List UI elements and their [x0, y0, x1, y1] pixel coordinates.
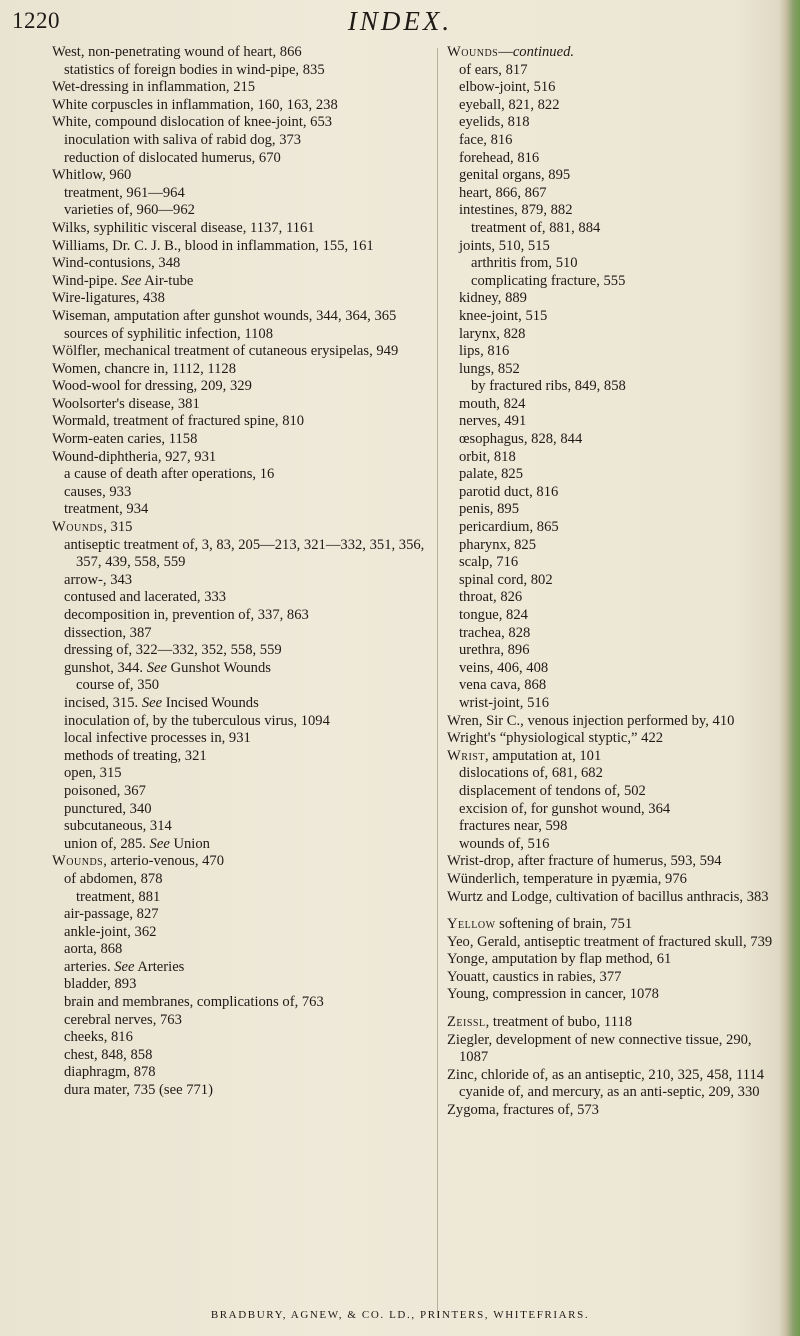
entry-text: course of, 350	[76, 677, 160, 694]
index-entry	[52, 783, 430, 801]
index-entry	[447, 361, 777, 379]
index-entry	[52, 255, 430, 273]
index-entry	[447, 308, 777, 326]
index-entry	[447, 167, 777, 185]
running-head: INDEX.	[347, 6, 453, 36]
index-entry	[447, 677, 777, 695]
entry-text: throat, 826	[459, 589, 523, 606]
entry-text: Wrist-drop, after fracture of humerus, 593, 594	[447, 853, 722, 870]
index-entry	[52, 79, 430, 97]
entry-text: joints, 510, 515	[459, 237, 550, 254]
index-entry	[52, 431, 430, 449]
entry-text: nerves, 491	[459, 413, 527, 430]
entry-text: White corpuscles in inflammation, 160, 163, 238	[52, 96, 338, 113]
entry-text: bladder, 893	[64, 976, 137, 993]
index-entry	[447, 1032, 777, 1067]
entry-text: union of, 285.	[64, 835, 146, 852]
entry-text: subcutaneous, 314	[64, 818, 172, 835]
index-entry	[52, 695, 430, 713]
entry-text: treatment, 961—964	[64, 184, 185, 201]
entry-text: varieties of, 960—962	[64, 202, 195, 219]
entry-text: tongue, 824	[459, 607, 528, 623]
index-entry	[447, 625, 777, 643]
index-entry	[447, 484, 777, 502]
entry-text: eyelids, 818	[459, 114, 530, 131]
index-entry	[447, 290, 777, 308]
entry-text: forehead, 816	[459, 149, 540, 166]
index-entry	[52, 642, 430, 660]
entry-text: of abdomen, 878	[64, 870, 163, 887]
entry-text: open, 315	[64, 765, 122, 782]
see-reference: See	[149, 835, 170, 852]
entry-text: of ears, 817	[459, 61, 528, 78]
see-reference: See	[114, 958, 135, 975]
entry-text: face, 816	[459, 131, 513, 148]
entry-text: excision of, for gunshot wound, 364	[459, 800, 671, 817]
index-entry	[447, 554, 777, 572]
entry-text: penis, 895	[459, 501, 519, 518]
index-entry	[52, 449, 430, 467]
see-reference: See	[121, 272, 142, 289]
see-reference: See	[146, 659, 167, 676]
entry-heading: Wrist	[447, 747, 485, 764]
entry-text: orbit, 818	[459, 448, 516, 465]
entry-text: , 315	[103, 519, 133, 536]
entry-text: heart, 866, 867	[459, 184, 547, 201]
index-entry	[447, 713, 777, 731]
entry-text: softening of brain, 751	[495, 916, 633, 933]
index-entry	[52, 853, 430, 871]
index-entry	[52, 801, 430, 819]
index-entry	[52, 677, 430, 695]
index-entry	[447, 150, 777, 168]
entry-text: fractures near, 598	[459, 818, 568, 835]
index-entry	[52, 994, 430, 1012]
index-entry	[52, 308, 430, 326]
index-entry	[447, 537, 777, 555]
entry-text: Wright's “physiological styptic,” 422	[447, 730, 664, 747]
index-entry	[52, 625, 430, 643]
entry-text: veins, 406, 408	[459, 659, 549, 676]
index-entry	[52, 132, 430, 150]
entry-text: Wind-pipe.	[52, 272, 118, 289]
entry-text: Zygoma, fractures of, 573	[447, 1102, 599, 1119]
entry-text: contused and lacerated, 333	[64, 589, 227, 606]
index-entry	[447, 695, 777, 713]
index-entry	[52, 466, 430, 484]
entry-text: inoculation with saliva of rabid dog, 373	[64, 131, 302, 148]
index-entry	[52, 924, 430, 942]
index-entry	[52, 660, 430, 678]
entry-text: treatment of, 881, 884	[471, 219, 601, 236]
index-entry	[447, 765, 777, 783]
index-entry	[52, 941, 430, 959]
index-entry	[447, 951, 777, 969]
entry-text: œsophagus, 828, 844	[459, 431, 583, 448]
index-entry	[52, 185, 430, 203]
entry-text: Whitlow, 960	[52, 167, 132, 184]
page-number: 1220	[12, 8, 60, 33]
index-entry	[52, 44, 430, 62]
index-entry	[52, 572, 430, 590]
entry-text: Yeo, Gerald, antiseptic treatment of fractured skull, 739	[447, 933, 773, 950]
index-entry	[52, 519, 430, 537]
entry-text: inoculation of, by the tuberculous virus, 1094	[64, 712, 330, 729]
entry-text: vena cava, 868	[459, 677, 547, 694]
entry-text: complicating fracture, 555	[471, 272, 626, 289]
index-entry	[52, 1047, 430, 1065]
index-entry	[447, 449, 777, 467]
entry-text: local infective processes in, 931	[64, 730, 251, 747]
entry-text: scalp, 716	[459, 554, 519, 571]
index-entry	[52, 959, 430, 977]
index-entry	[447, 818, 777, 836]
index-entry	[447, 202, 777, 220]
index-entry	[447, 934, 777, 952]
index-entry	[52, 97, 430, 115]
entry-text: brain and membranes, complications of, 763	[64, 994, 324, 1011]
index-entry	[447, 607, 777, 625]
entry-text: urethra, 896	[459, 642, 530, 659]
entry-text: wrist-joint, 516	[459, 694, 549, 711]
entry-text: intestines, 879, 882	[459, 202, 573, 219]
see-reference: See	[141, 694, 163, 711]
index-entry	[447, 836, 777, 854]
index-entry	[447, 871, 777, 889]
index-entry	[52, 713, 430, 731]
index-entry	[447, 748, 777, 766]
entry-text: Young, compression in cancer, 1078	[447, 986, 659, 1003]
entry-text: lungs, 852	[459, 360, 520, 377]
entry-text: Wire-ligatures, 438	[52, 290, 165, 307]
index-entry	[52, 818, 430, 836]
entry-text: , arterio-venous, 470	[103, 853, 225, 870]
entry-text: Youatt, caustics in rabies, 377	[447, 968, 622, 985]
entry-text: Woolsorter's disease, 381	[52, 395, 200, 412]
printer-imprint: BRADBURY, AGNEW, & CO. LD., PRINTERS, WHITEFRIARS.	[210, 1309, 590, 1321]
index-entry	[447, 969, 777, 987]
index-entry	[447, 413, 777, 431]
entry-text: dressing of, 322—332, 352, 558, 559	[64, 642, 282, 659]
index-entry	[447, 378, 777, 396]
entry-text: statistics of foreign bodies in wind-pipe, 835	[64, 61, 325, 78]
entry-text: pericardium, 865	[459, 519, 559, 536]
entry-text: Worm-eaten caries, 1158	[52, 431, 198, 448]
entry-heading: Wounds	[52, 853, 104, 870]
see-target: Air-tube	[141, 272, 194, 289]
entry-text: dissection, 387	[64, 624, 152, 641]
index-entry	[447, 326, 777, 344]
entry-text: ankle-joint, 362	[64, 923, 157, 940]
entry-text: pharynx, 825	[459, 536, 537, 553]
see-target: Gunshot Wounds	[166, 659, 271, 676]
entry-text: arteries.	[64, 958, 111, 975]
index-entry	[447, 97, 777, 115]
entry-text: , amputation at, 101	[484, 747, 602, 764]
entry-text: White, compound dislocation of knee-joint, 653	[52, 114, 333, 131]
index-entry	[52, 1012, 430, 1030]
index-entry	[52, 730, 430, 748]
entry-text: Wormald, treatment of fractured spine, 810	[52, 413, 305, 430]
entry-text: Women, chancre in, 1112, 1128	[52, 360, 237, 377]
index-entry	[447, 660, 777, 678]
entry-heading: Zeissl	[447, 1014, 486, 1031]
entry-text: spinal cord, 802	[459, 571, 553, 588]
index-entry	[52, 150, 430, 168]
entry-text: parotid duct, 816	[459, 483, 559, 500]
entry-text: treatment, 881	[76, 888, 161, 905]
index-entry	[52, 290, 430, 308]
entry-text: Ziegler, development of new connective tissue, 290, 1087	[447, 1031, 752, 1066]
entry-text: Wünderlich, temperature in pyæmia, 976	[447, 870, 687, 887]
index-entry	[447, 114, 777, 132]
entry-text: , treatment of bubo, 1118	[485, 1014, 633, 1031]
index-entry	[447, 642, 777, 660]
entry-text: palate, 825	[459, 466, 524, 483]
index-entry	[447, 801, 777, 819]
see-target: Incised Wounds	[162, 694, 259, 711]
entry-text: trachea, 828	[459, 624, 531, 641]
entry-text: dura mater, 735 (see 771)	[64, 1082, 213, 1099]
index-entry	[447, 1084, 777, 1102]
column-divider	[437, 48, 438, 1318]
index-entry	[447, 986, 777, 1004]
index-entry	[447, 185, 777, 203]
index-entry	[447, 916, 777, 934]
entry-text: antiseptic treatment of, 3, 83, 205—213, 321—332, 351, 356, 357, 439, 558, 559	[64, 536, 425, 571]
entry-text: cheeks, 816	[64, 1029, 133, 1046]
index-entry	[52, 361, 430, 379]
index-entry	[52, 537, 430, 572]
entry-text: lips, 816	[459, 343, 510, 360]
entry-text: by fractured ribs, 849, 858	[471, 378, 626, 395]
index-entry	[52, 906, 430, 924]
index-entry	[52, 1064, 430, 1082]
entry-text: Wölfler, mechanical treatment of cutaneous erysipelas, 949	[52, 343, 399, 360]
entry-text: Wiseman, amputation after gunshot wounds, 344, 364, 365	[52, 307, 397, 324]
page-edge	[778, 0, 800, 1336]
entry-text: larynx, 828	[459, 325, 526, 342]
entry-text: Wind-contusions, 348	[52, 255, 181, 272]
see-target: Union	[169, 835, 210, 852]
entry-text: Zinc, chloride of, as an antiseptic, 210, 325, 458, 1114	[447, 1066, 765, 1083]
index-entry	[52, 378, 430, 396]
index-entry	[447, 730, 777, 748]
index-entry	[447, 1102, 777, 1120]
index-entry	[447, 79, 777, 97]
index-entry	[52, 220, 430, 238]
index-entry	[52, 871, 430, 889]
entry-text: reduction of dislocated humerus, 670	[64, 149, 281, 166]
entry-text: a cause of death after operations, 16	[64, 466, 275, 483]
entry-text: arthritis from, 510	[471, 255, 578, 272]
index-entry	[52, 1082, 430, 1100]
entry-text: causes, 933	[64, 483, 132, 500]
entry-heading: Wounds	[447, 44, 499, 60]
entry-text: poisoned, 367	[64, 782, 146, 799]
index-entry	[447, 431, 777, 449]
index-entry	[52, 202, 430, 220]
entry-text: West, non-penetrating wound of heart, 866	[52, 44, 302, 60]
entry-text: elbow-joint, 516	[459, 79, 556, 96]
index-column-left	[52, 44, 430, 1100]
entry-text: diaphragm, 878	[64, 1064, 156, 1081]
entry-text: Wilks, syphilitic visceral disease, 1137, 1161	[52, 219, 315, 236]
index-entry	[447, 572, 777, 590]
index-entry	[52, 326, 430, 344]
index-entry	[52, 748, 430, 766]
entry-text: sources of syphilitic infection, 1108	[64, 325, 274, 342]
index-entry	[52, 501, 430, 519]
entry-text: genital organs, 895	[459, 167, 571, 184]
entry-text: air-passage, 827	[64, 906, 159, 923]
entry-text: knee-joint, 515	[459, 307, 548, 324]
entry-text: cyanide of, and mercury, as an anti-septic, 209, 330	[459, 1084, 760, 1101]
index-entry	[447, 783, 777, 801]
index-entry	[52, 836, 430, 854]
index-entry	[447, 1014, 777, 1032]
entry-text: Yonge, amputation by flap method, 61	[447, 951, 672, 968]
entry-text: eyeball, 821, 822	[459, 96, 560, 113]
entry-text: cerebral nerves, 763	[64, 1011, 182, 1028]
entry-text: Wound-diphtheria, 927, 931	[52, 448, 217, 465]
entry-text: Wood-wool for dressing, 209, 329	[52, 378, 252, 395]
index-entry	[447, 1067, 777, 1085]
index-column-right	[447, 44, 777, 1120]
page-header	[0, 0, 800, 44]
entry-text: Wet-dressing in inflammation, 215	[52, 79, 256, 96]
index-entry	[447, 343, 777, 361]
entry-text: treatment, 934	[64, 501, 149, 518]
entry-text: kidney, 889	[459, 290, 527, 307]
index-entry	[52, 889, 430, 907]
index-entry	[447, 853, 777, 871]
entry-text: gunshot, 344.	[64, 659, 144, 676]
index-entry	[447, 255, 777, 273]
entry-continued: continued.	[512, 44, 575, 60]
index-entry	[52, 167, 430, 185]
index-entry	[52, 343, 430, 361]
index-entry	[52, 114, 430, 132]
index-entry	[52, 238, 430, 256]
entry-text: Wren, Sir C., venous injection performed by, 410	[447, 712, 735, 729]
entry-text: chest, 848, 858	[64, 1046, 153, 1063]
index-entry	[447, 273, 777, 291]
index-entry	[52, 589, 430, 607]
entry-heading: Wounds	[52, 519, 104, 536]
index-entry	[447, 238, 777, 256]
entry-text: decomposition in, prevention of, 337, 863	[64, 607, 309, 623]
index-entry	[447, 501, 777, 519]
entry-text: displacement of tendons of, 502	[459, 782, 646, 799]
index-entry	[447, 62, 777, 80]
entry-text: wounds of, 516	[459, 835, 550, 852]
entry-text: aorta, 868	[64, 941, 123, 958]
entry-text: —	[498, 44, 513, 60]
index-entry	[447, 132, 777, 150]
index-entry	[52, 396, 430, 414]
entry-text: punctured, 340	[64, 800, 152, 817]
index-entry	[447, 220, 777, 238]
entry-text: arrow-, 343	[64, 571, 133, 588]
index-entry	[447, 589, 777, 607]
entry-text: Wurtz and Lodge, cultivation of bacillus anthracis, 383	[447, 888, 769, 905]
index-entry	[447, 466, 777, 484]
index-entry	[52, 62, 430, 80]
index-entry	[52, 413, 430, 431]
index-entry	[447, 396, 777, 414]
index-entry	[52, 976, 430, 994]
index-entry	[447, 519, 777, 537]
entry-text: dislocations of, 681, 682	[459, 765, 603, 782]
index-entry	[447, 44, 777, 62]
see-target: Arteries	[134, 958, 185, 975]
entry-text: Williams, Dr. C. J. B., blood in inflammation, 155, 161	[52, 237, 374, 254]
index-entry	[447, 889, 777, 907]
index-entry	[52, 273, 430, 291]
index-entry	[52, 1029, 430, 1047]
index-entry	[52, 484, 430, 502]
entry-text: mouth, 824	[459, 395, 526, 412]
entry-heading: Yellow	[447, 916, 496, 933]
entry-text: incised, 315.	[64, 694, 139, 711]
entry-text: methods of treating, 321	[64, 747, 207, 764]
index-entry	[52, 765, 430, 783]
index-entry	[52, 607, 430, 625]
